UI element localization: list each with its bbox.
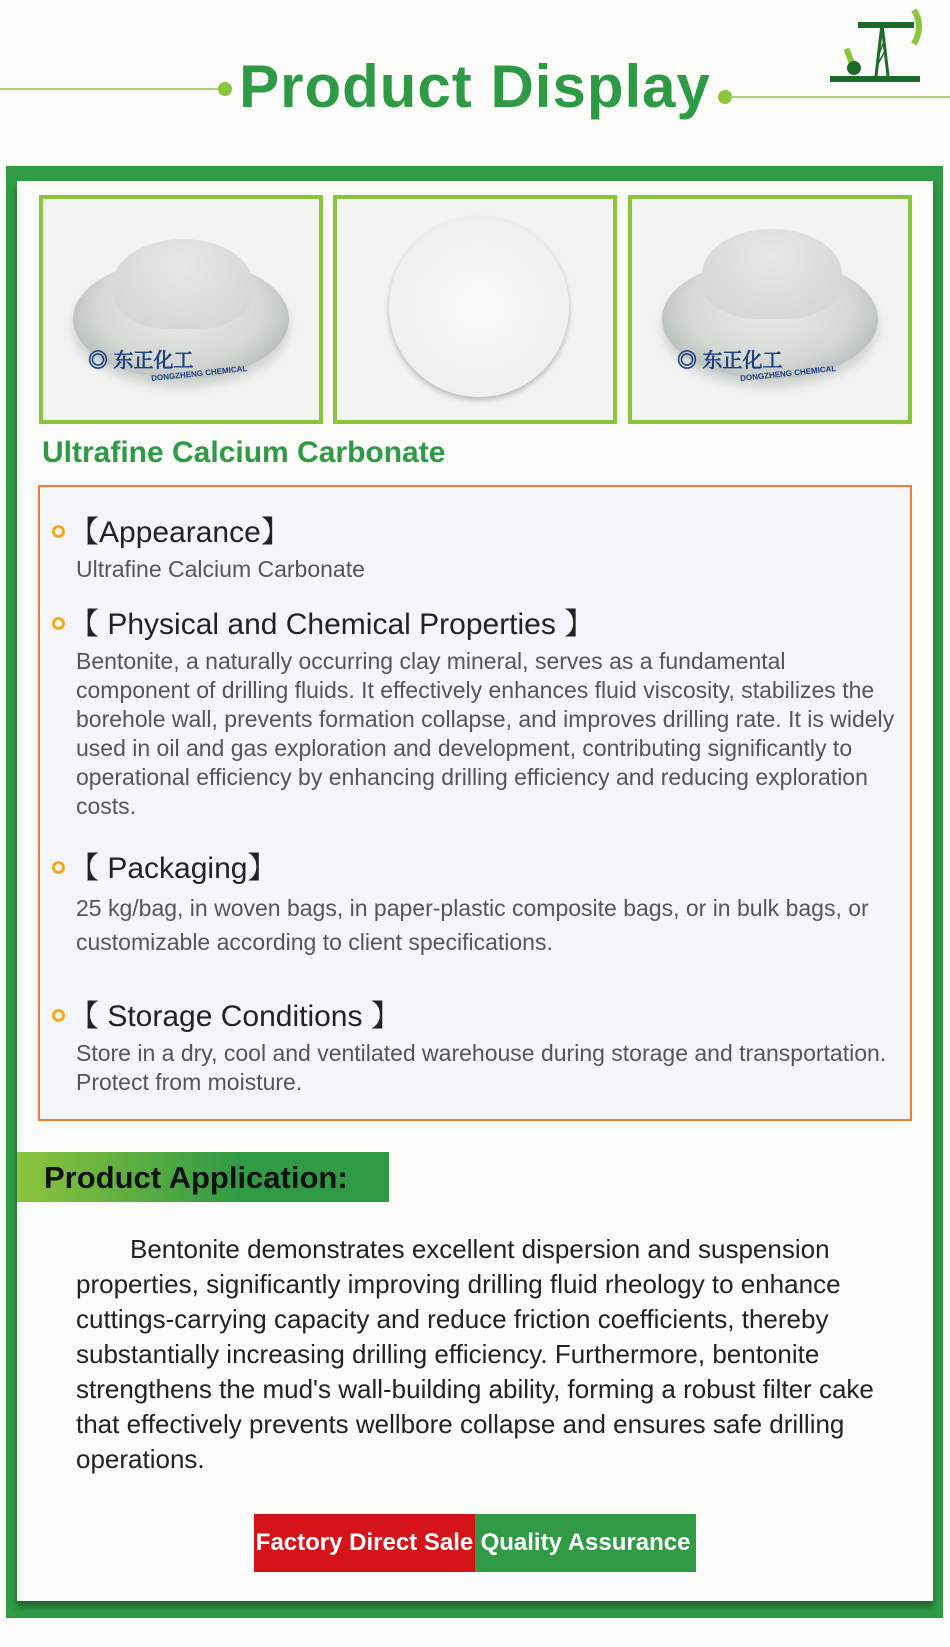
bullet-icon	[52, 1009, 65, 1022]
bullet-icon	[52, 861, 65, 874]
spec-body: Store in a dry, cool and ventilated warehouse during storage and transportation. Protect from moisture.	[76, 1040, 887, 1095]
brand-logo: ◎ 东正化工	[677, 350, 783, 372]
oil-pump-jack-icon	[826, 4, 924, 84]
spec-heading: 【 Storage Conditions 】	[69, 1000, 401, 1033]
spec-heading: 【Appearance】	[69, 516, 291, 549]
spec-packaging	[52, 843, 902, 959]
spec-body: Ultrafine Calcium Carbonate	[76, 556, 365, 582]
spec-box	[38, 485, 912, 1121]
application-heading: Product Application:	[17, 1152, 389, 1202]
spec-appearance	[52, 507, 902, 584]
product-name: Ultrafine Calcium Carbonate	[42, 436, 446, 469]
quality-assurance-badge: Quality Assurance	[475, 1514, 696, 1572]
spec-storage	[52, 991, 902, 1097]
page-title: Product Display	[239, 53, 711, 120]
spec-properties	[52, 599, 902, 821]
bullet-icon	[52, 617, 65, 630]
brand-name-text: DONGZHENG CHEMICAL	[739, 363, 837, 384]
spec-heading: 【 Physical and Chemical Properties 】	[69, 608, 595, 641]
bullet-icon	[52, 525, 65, 538]
spec-heading: 【 Packaging】	[69, 852, 278, 885]
spec-body: Bentonite, a naturally occurring clay mineral, serves as a fundamental component of drilling fluids. It effectively enhances fluid viscosity, stabilizes the borehole wall, prevents formation collapse, and improves drilling rate. It is widely used in oil and gas exploration and development, contributing significantly to operational efficiency by enhancing drilling efficiency and reducing exploration costs.	[76, 648, 895, 819]
title-line-right	[730, 96, 950, 98]
application-text: Bentonite demonstrates excellent dispersion and suspension properties, significantly improving drilling fluid rheology to enhance cuttings-carrying capacity and reduce friction coefficients, thereby substantially increasing drilling efficiency. Furthermore, bentonite strengthens the mud's wall-building ability, forming a robust filter cake that effectively prevents wellbore collapse and ensures safe drilling operations.	[76, 1234, 874, 1474]
product-image-3	[628, 195, 912, 424]
product-image-1	[39, 195, 323, 424]
brand-logo: ◎ 东正化工	[88, 350, 194, 372]
brand-name-text: DONGZHENG CHEMICAL	[150, 363, 248, 384]
factory-direct-sale-badge: Factory Direct Sale	[254, 1514, 475, 1572]
product-image-2	[333, 195, 617, 424]
spec-body: 25 kg/bag, in woven bags, in paper-plastic composite bags, or in bulk bags, or customizable according to client specifications.	[76, 895, 869, 955]
